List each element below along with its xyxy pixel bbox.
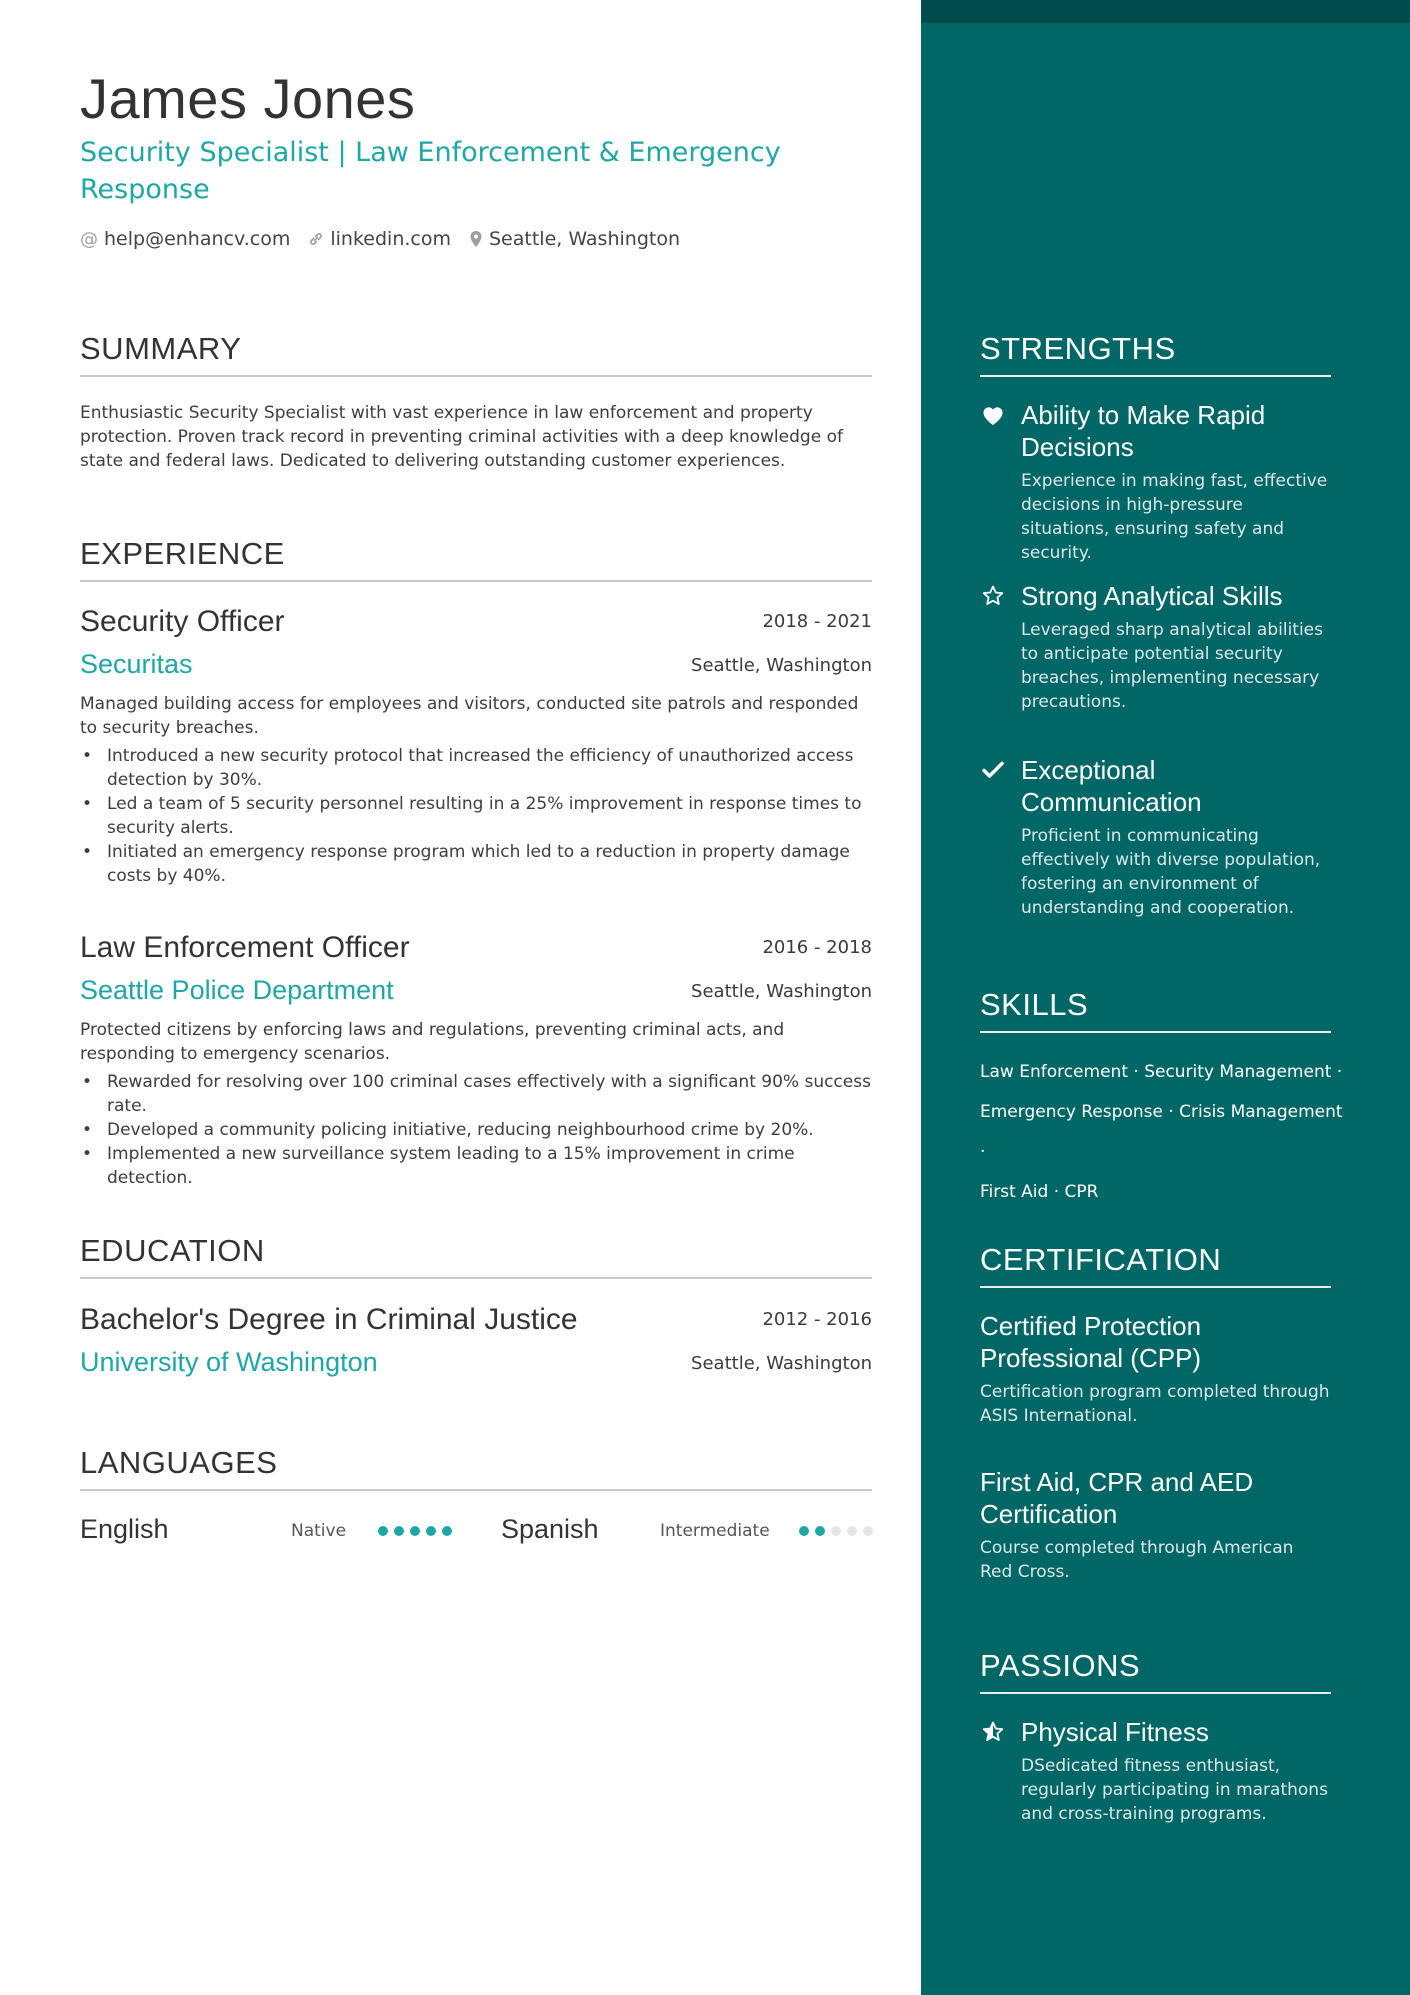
languages-row (80, 1514, 872, 1548)
rating-dot-empty (847, 1526, 857, 1536)
certification-item (980, 1310, 1331, 1428)
job-bullets (80, 744, 872, 888)
job-description: Managed building access for employees and visitors, conducted site patrols and responded to security breaches. (80, 694, 859, 738)
rating-dot-filled (426, 1526, 436, 1536)
contact-bar (80, 228, 680, 250)
rating-dot-filled (410, 1526, 420, 1536)
job-title: Law Enforcement Officer (80, 931, 410, 964)
bullet-item: • Initiated an emergency response program which led to a reduction in property damage costs by 40%. (80, 840, 872, 888)
link-icon (308, 231, 324, 247)
education-heading: EDUCATION (80, 1233, 872, 1279)
heart-icon (980, 402, 1006, 428)
strength-title: Ability to Make Rapid Decisions (1021, 400, 1266, 462)
job-company: Securitas (80, 649, 193, 679)
strength-title: Exceptional Communication (1021, 755, 1202, 817)
language-name: Spanish (501, 1514, 599, 1544)
passion-title: Physical Fitness (1021, 1717, 1209, 1747)
strength-description: Experience in making fast, effective decisions in high-pressure situations, ensuring safety and security. (1021, 471, 1328, 563)
star-outline-icon (980, 583, 1006, 609)
education-item (80, 1303, 872, 1378)
language-rating (799, 1526, 873, 1536)
skills-line: First Aid · CPR (980, 1182, 1099, 1202)
sidebar-top-band (921, 0, 1410, 23)
language-name: English (80, 1514, 169, 1544)
skills-heading: SKILLS (980, 987, 1331, 1033)
certification-title: First Aid, CPR and AED Certification (980, 1467, 1254, 1529)
certification-heading: CERTIFICATION (980, 1242, 1331, 1288)
rating-dot-empty (863, 1526, 873, 1536)
candidate-headline: Security Specialist | Law Enforcement & Emergency Response (80, 137, 781, 205)
school-name: University of Washington (80, 1347, 378, 1377)
education-dates: 2012 - 2016 (762, 1309, 872, 1330)
rating-dot-filled (394, 1526, 404, 1536)
language-level: Intermediate (660, 1521, 770, 1541)
sidebar (921, 0, 1410, 1995)
rating-dot-filled (378, 1526, 388, 1536)
summary-heading: SUMMARY (80, 331, 872, 377)
bullet-item: • Rewarded for resolving over 100 criminal cases effectively with a significant 90% success rate. (80, 1070, 872, 1118)
strength-item (980, 754, 1331, 920)
rating-dot-filled (799, 1526, 809, 1536)
passion-item (980, 1716, 1331, 1826)
job-company: Seattle Police Department (80, 975, 394, 1005)
bullet-item: • Introduced a new security protocol that increased the efficiency of unauthorized access detection by 30%. (80, 744, 872, 792)
candidate-name: James Jones (80, 67, 416, 130)
summary-text: Enthusiastic Security Specialist with vast experience in law enforcement and property protection. Proven track record in preventing criminal activities with a deep knowledge of state and federal laws. Dedicated to delivering outstanding customer experiences. (80, 403, 843, 471)
strength-description: Proficient in communicating effectively with diverse population, fostering an environment of understanding and cooperation. (1021, 826, 1321, 918)
strength-title: Strong Analytical Skills (1021, 581, 1283, 611)
certification-item (980, 1466, 1331, 1584)
at-icon: @ (80, 228, 98, 250)
experience-heading: EXPERIENCE (80, 536, 872, 582)
certification-description: Certification program completed through ASIS International. (980, 1382, 1330, 1426)
bullet-item: • Implemented a new surveillance system leading to a 15% improvement in crime detection. (80, 1142, 872, 1190)
half-star-icon (980, 1719, 1006, 1745)
location-text: Seattle, Washington (489, 228, 680, 250)
job-location: Seattle, Washington (691, 655, 872, 676)
language-level: Native (291, 1521, 347, 1541)
rating-dot-filled (815, 1526, 825, 1536)
job-location: Seattle, Washington (691, 981, 872, 1002)
job-title: Security Officer (80, 605, 285, 638)
bullet-item: • Developed a community policing initiative, reducing neighbourhood crime by 20%. (80, 1118, 872, 1142)
experience-item (80, 931, 872, 1190)
job-description: Protected citizens by enforcing laws and regulations, preventing criminal acts, and responding to emergency scenarios. (80, 1020, 785, 1064)
certification-title: Certified Protection Professional (CPP) (980, 1311, 1202, 1373)
contact-linkedin[interactable] (308, 228, 451, 250)
languages-heading: LANGUAGES (80, 1445, 872, 1491)
skills-list (980, 1052, 1350, 1212)
passions-heading: PASSIONS (980, 1648, 1331, 1694)
language-rating (378, 1526, 452, 1536)
passion-description: DSedicated fitness enthusiast, regularly participating in marathons and cross-training programs. (1021, 1756, 1328, 1824)
checkmark-icon (980, 757, 1006, 783)
bullet-item: • Led a team of 5 security personnel resulting in a 25% improvement in response times to security alerts. (80, 792, 872, 840)
location-pin-icon (469, 230, 483, 248)
job-bullets (80, 1070, 872, 1190)
job-dates: 2016 - 2018 (762, 937, 872, 958)
certification-description: Course completed through American Red Cross. (980, 1538, 1294, 1582)
degree-title: Bachelor's Degree in Criminal Justice (80, 1303, 578, 1336)
strength-item (980, 399, 1331, 565)
strength-description: Leveraged sharp analytical abilities to anticipate potential security breaches, implementing necessary precautions. (1021, 620, 1323, 712)
rating-dot-filled (442, 1526, 452, 1536)
email-text: help@enhancv.com (104, 228, 291, 250)
experience-item (80, 605, 872, 888)
skills-line: Law Enforcement · Security Management · (980, 1062, 1343, 1082)
contact-email[interactable] (80, 228, 290, 250)
strength-item (980, 580, 1331, 714)
education-location: Seattle, Washington (691, 1353, 872, 1374)
contact-location (469, 228, 680, 250)
strengths-heading: STRENGTHS (980, 331, 1331, 377)
job-dates: 2018 - 2021 (762, 611, 872, 632)
skills-line: Emergency Response · Crisis Management · (980, 1102, 1343, 1162)
rating-dot-empty (831, 1526, 841, 1536)
linkedin-text: linkedin.com (330, 228, 451, 250)
